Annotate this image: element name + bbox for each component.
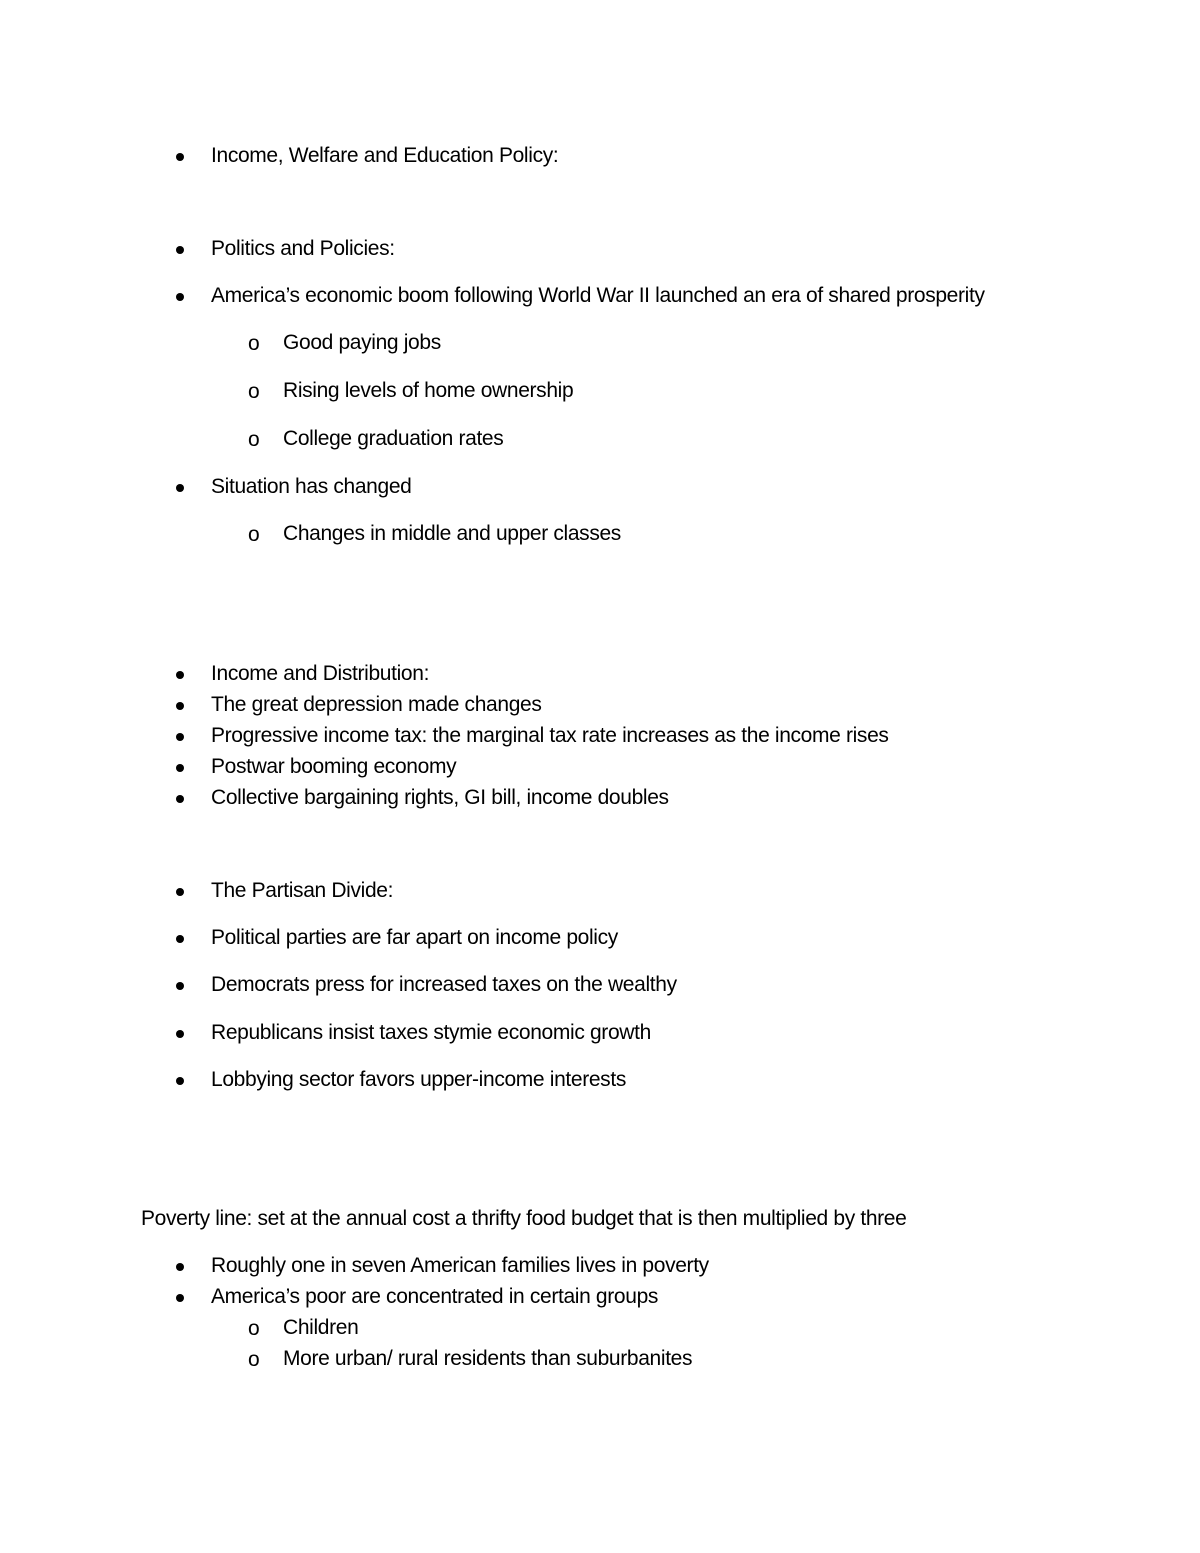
sub-bullet-icon: o [248, 523, 260, 546]
list-item: Republicans insist taxes stymie economic growth [211, 1021, 651, 1044]
bullet-icon [176, 1030, 184, 1038]
bullet-icon [176, 153, 184, 161]
list-item: The great depression made changes [211, 693, 542, 716]
bullet-icon [176, 888, 184, 896]
section-heading: The Partisan Divide: [211, 879, 394, 902]
bullet-icon [176, 293, 184, 301]
bullet-icon [176, 1294, 184, 1302]
list-item: Political parties are far apart on income policy [211, 926, 618, 949]
bullet-icon [176, 935, 184, 943]
list-item: Postwar booming economy [211, 755, 457, 778]
paragraph-poverty-line: Poverty line: set at the annual cost a thrifty food budget that is then multiplied by three [141, 1207, 907, 1230]
sub-list-item: Good paying jobs [283, 331, 441, 354]
list-item: America’s economic boom following World War II launched an era of shared prosperity [211, 284, 985, 307]
list-item: Lobbying sector favors upper-income interests [211, 1068, 626, 1091]
list-item: America’s poor are concentrated in certain groups [211, 1285, 659, 1308]
section-heading: Income, Welfare and Education Policy: [211, 144, 559, 167]
bullet-icon [176, 733, 184, 741]
list-item: Progressive income tax: the marginal tax rate increases as the income rises [211, 724, 889, 747]
bullet-icon [176, 982, 184, 990]
sub-list-item: College graduation rates [283, 427, 504, 450]
sub-bullet-icon: o [248, 332, 260, 355]
bullet-icon [176, 795, 184, 803]
bullet-icon [176, 671, 184, 679]
sub-list-item: Children [283, 1316, 359, 1339]
sub-bullet-icon: o [248, 380, 260, 403]
list-item: Roughly one in seven American families lives in poverty [211, 1254, 709, 1277]
list-item: Situation has changed [211, 475, 412, 498]
sub-bullet-icon: o [248, 1348, 260, 1371]
bullet-icon [176, 1263, 184, 1271]
list-item: Democrats press for increased taxes on the wealthy [211, 973, 677, 996]
sub-list-item: Changes in middle and upper classes [283, 522, 621, 545]
sub-bullet-icon: o [248, 428, 260, 451]
section-heading: Politics and Policies: [211, 237, 395, 260]
list-item: Collective bargaining rights, GI bill, income doubles [211, 786, 669, 809]
sub-list-item: More urban/ rural residents than suburbanites [283, 1347, 693, 1370]
sub-list-item: Rising levels of home ownership [283, 379, 574, 402]
bullet-icon [176, 702, 184, 710]
bullet-icon [176, 484, 184, 492]
sub-bullet-icon: o [248, 1317, 260, 1340]
bullet-icon [176, 764, 184, 772]
bullet-icon [176, 1077, 184, 1085]
bullet-icon [176, 246, 184, 254]
section-heading: Income and Distribution: [211, 662, 430, 685]
